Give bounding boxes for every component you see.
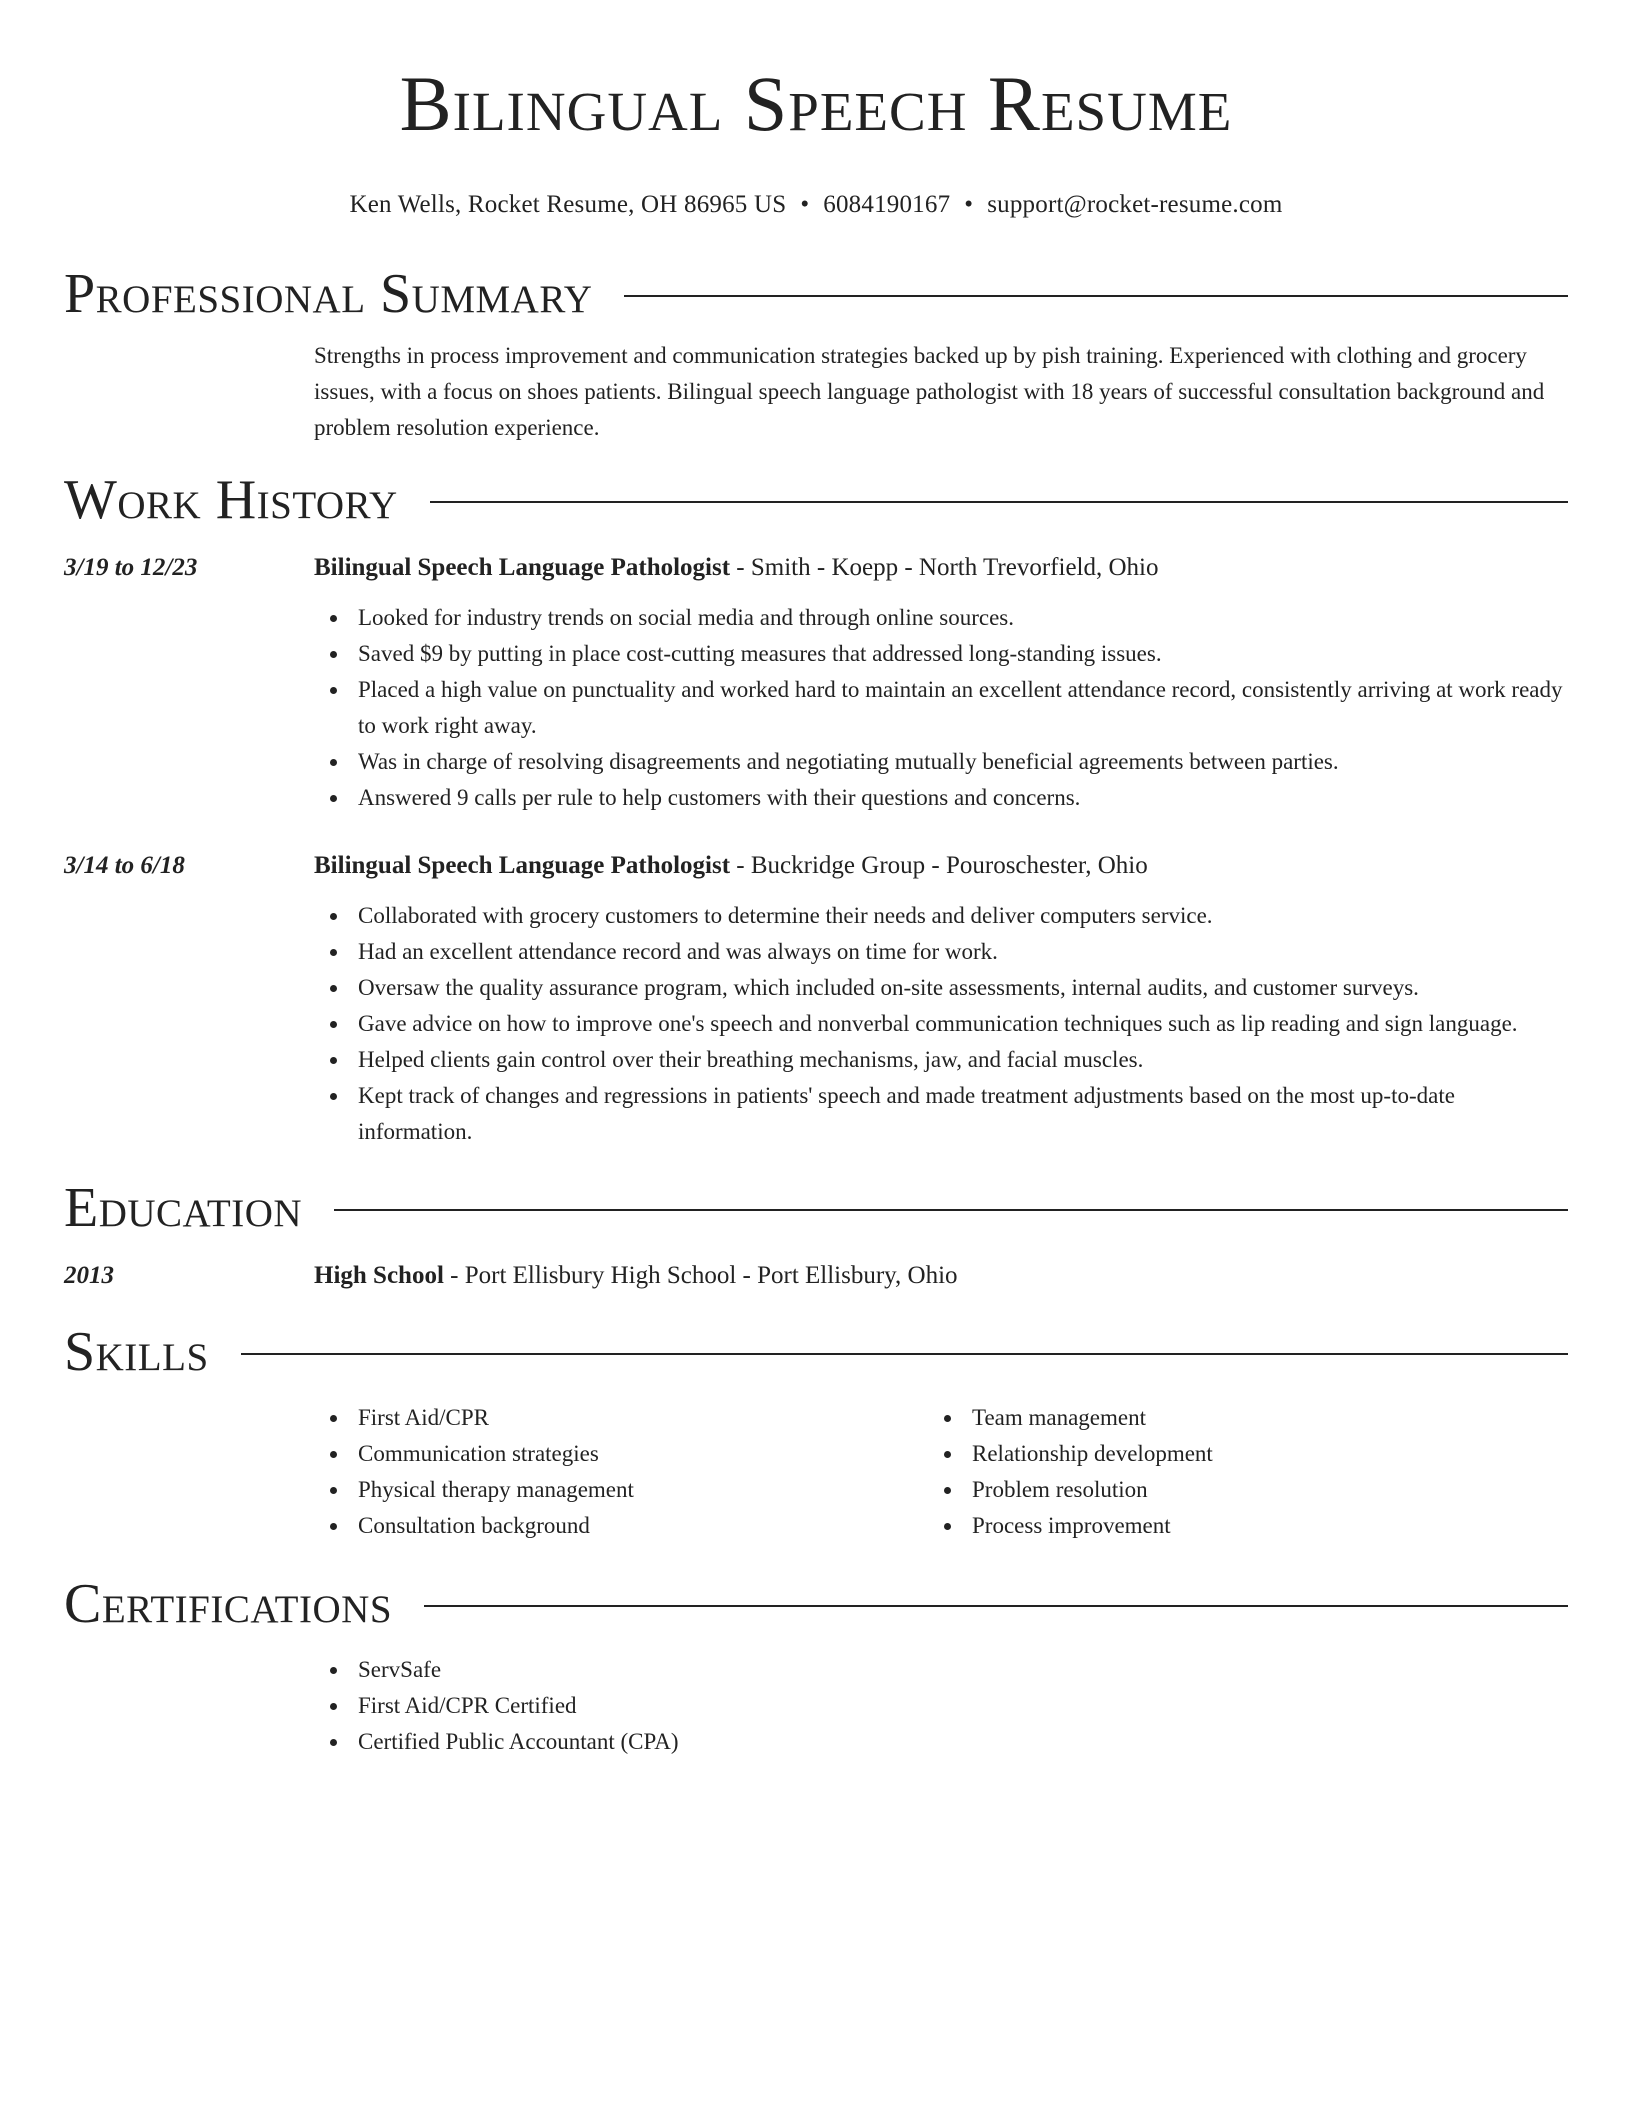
- work-history-header: [64, 470, 1568, 530]
- skills-grid: [314, 1400, 1568, 1544]
- education-entry: [64, 1258, 1568, 1294]
- education-headline: [314, 1258, 1568, 1294]
- contact-address: Ken Wells, Rocket Resume, OH 86965 US: [349, 191, 787, 218]
- summary-section: [64, 264, 1568, 446]
- contact-email: support@rocket-resume.com: [987, 191, 1283, 218]
- education-degree: High School: [314, 1262, 444, 1289]
- certification-item: ServSafe: [314, 1652, 1568, 1688]
- certification-item: Certified Public Accountant (CPA): [314, 1724, 1568, 1760]
- job-bullet: Oversaw the quality assurance program, which included on-site assessments, internal audits, and customer surveys.: [314, 970, 1568, 1006]
- work-history-heading: Work History: [64, 469, 398, 531]
- job-bullet: Had an excellent attendance record and was always on time for work.: [314, 934, 1568, 970]
- job-bullet: Saved $9 by putting in place cost-cutting measures that addressed long-standing issues.: [314, 636, 1568, 672]
- job-content: [314, 848, 1568, 1150]
- job-headline: [314, 848, 1568, 884]
- job-dates: 3/14 to 6/18: [64, 852, 185, 879]
- summary-text: Strengths in process improvement and communication strategies backed up by pish training. Experienced with clothing and grocery issues, with a focus on shoes patients. Bilingual speech language pathologist with 18 years of successful consultation background and problem resolution experience.: [314, 343, 1545, 440]
- resume-title: Bilingual Speech Resume: [399, 60, 1233, 147]
- job-bullet: Placed a high value on punctuality and worked hard to maintain an excellent attendance record, consistently arriving at work ready to work right away.: [314, 672, 1568, 744]
- job-entry: [64, 550, 1568, 816]
- job-title: Bilingual Speech Language Pathologist: [314, 852, 731, 879]
- certifications-list: [314, 1652, 1568, 1760]
- contact-separator: •: [800, 191, 810, 218]
- skill-item: First Aid/CPR: [314, 1400, 928, 1436]
- job-bullets: [314, 600, 1568, 816]
- job-dates: 3/19 to 12/23: [64, 554, 198, 581]
- contact-phone: 6084190167: [823, 191, 951, 218]
- job-bullet: Looked for industry trends on social media and through online sources.: [314, 600, 1568, 636]
- work-history-section: [64, 470, 1568, 1150]
- summary-heading: Professional Summary: [64, 263, 593, 325]
- skill-item: Consultation background: [314, 1508, 928, 1544]
- skill-item: Process improvement: [928, 1508, 1542, 1544]
- education-section: [64, 1178, 1568, 1294]
- job-content: [314, 550, 1568, 816]
- job-bullet: Kept track of changes and regressions in patients' speech and made treatment adjustments based on the most up-to-date information.: [314, 1078, 1568, 1150]
- skill-item: Communication strategies: [314, 1436, 928, 1472]
- skill-item: Team management: [928, 1400, 1542, 1436]
- skill-item: Physical therapy management: [314, 1472, 928, 1508]
- skills-header: [64, 1322, 1568, 1382]
- job-bullet: Collaborated with grocery customers to determine their needs and deliver computers service.: [314, 898, 1568, 934]
- job-title: Bilingual Speech Language Pathologist: [314, 554, 731, 581]
- job-entry: [64, 848, 1568, 1150]
- skills-list-left: [314, 1400, 928, 1544]
- education-header: [64, 1178, 1568, 1238]
- job-headline: [314, 550, 1568, 586]
- section-divider: [334, 1209, 1568, 1211]
- section-divider: [624, 295, 1568, 297]
- skills-list-right: [928, 1400, 1542, 1544]
- job-bullet: Helped clients gain control over their breathing mechanisms, jaw, and facial muscles.: [314, 1042, 1568, 1078]
- job-bullets: [314, 898, 1568, 1150]
- contact-separator: •: [964, 191, 974, 218]
- summary-header: [64, 264, 1568, 324]
- education-year: 2013: [64, 1262, 114, 1289]
- contact-line: [64, 190, 1568, 220]
- certification-item: First Aid/CPR Certified: [314, 1688, 1568, 1724]
- education-details: - Port Ellisbury High School - Port Ellisbury, Ohio: [443, 1262, 958, 1289]
- skills-heading: Skills: [64, 1321, 209, 1383]
- skill-item: Problem resolution: [928, 1472, 1542, 1508]
- certifications-header: [64, 1574, 1568, 1634]
- skills-section: [64, 1322, 1568, 1544]
- section-divider: [241, 1353, 1568, 1355]
- section-divider: [424, 1605, 1568, 1607]
- education-heading: Education: [64, 1177, 303, 1239]
- education-content: [314, 1258, 1568, 1294]
- job-details: - Buckridge Group - Pouroschester, Ohio: [730, 852, 1148, 879]
- certifications-section: [64, 1574, 1568, 1760]
- job-bullet: Was in charge of resolving disagreements and negotiating mutually beneficial agreements between parties.: [314, 744, 1568, 780]
- job-details: - Smith - Koepp - North Trevorfield, Ohio: [730, 554, 1159, 581]
- skill-item: Relationship development: [928, 1436, 1542, 1472]
- certifications-heading: Certifications: [64, 1573, 393, 1635]
- job-bullet: Gave advice on how to improve one's speech and nonverbal communication techniques such as lip reading and sign language.: [314, 1006, 1568, 1042]
- section-divider: [430, 501, 1568, 503]
- job-bullet: Answered 9 calls per rule to help customers with their questions and concerns.: [314, 780, 1568, 816]
